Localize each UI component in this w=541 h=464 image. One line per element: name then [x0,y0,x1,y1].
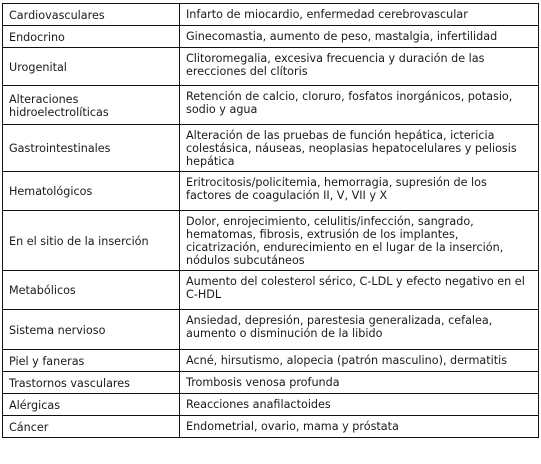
effects-cell: Infarto de miocardio, enfermedad cerebrovascular [180,4,539,26]
system-cell: Piel y faneras [3,350,180,372]
effects-cell: Ansiedad, depresión, parestesia generalizada, cefalea, aumento o disminución de la libido [180,310,539,350]
system-cell: En el sitio de la inserción [3,211,180,271]
effects-cell: Acné, hirsutismo, alopecia (patrón masculino), dermatitis [180,350,539,372]
table-row [3,310,539,350]
table-row [3,125,539,172]
system-cell: Alérgicas [3,394,180,416]
table-row [3,4,539,26]
system-cell: Cáncer [3,416,180,438]
table-row [3,48,539,86]
table-row [3,172,539,211]
effects-cell: Clitoromegalia, excesiva frecuencia y duración de las erecciones del clítoris [180,48,539,86]
system-cell: Endocrino [3,26,180,48]
table-row [3,372,539,394]
effects-cell: Reacciones anafilactoides [180,394,539,416]
effects-cell: Retención de calcio, cloruro, fosfatos inorgánicos, potasio, sodio y agua [180,86,539,125]
effects-cell: Eritrocitosis/policitemia, hemorragia, supresión de los factores de coagulación II, V, VII y X [180,172,539,211]
effects-cell: Endometrial, ovario, mama y próstata [180,416,539,438]
system-cell: Cardiovasculares [3,4,180,26]
effects-cell: Alteración de las pruebas de función hepática, ictericia colestásica, náuseas, neoplasias hepatocelulares y peliosis hepática [180,125,539,172]
system-cell: Sistema nervioso [3,310,180,350]
table-row [3,26,539,48]
table-row [3,416,539,438]
system-cell: Alteraciones hidroelectrolíticas [3,86,180,125]
table-row [3,394,539,416]
effects-cell: Dolor, enrojecimiento, celulitis/infección, sangrado, hematomas, fibrosis, extrusión de los implantes, cicatrización, endurecimiento en el lugar de la inserción, nódulos subcutáneos [180,211,539,271]
adverse-effects-table-container [2,3,539,438]
system-cell: Hematológicos [3,172,180,211]
table-row [3,86,539,125]
system-cell: Trastornos vasculares [3,372,180,394]
system-cell: Urogenital [3,48,180,86]
effects-cell: Ginecomastia, aumento de peso, mastalgia, infertilidad [180,26,539,48]
table-row [3,271,539,310]
effects-cell: Aumento del colesterol sérico, C-LDL y efecto negativo en el C-HDL [180,271,539,310]
table-row [3,211,539,271]
table-row [3,350,539,372]
effects-cell: Trombosis venosa profunda [180,372,539,394]
system-cell: Metabólicos [3,271,180,310]
adverse-effects-table [2,3,539,438]
system-cell: Gastrointestinales [3,125,180,172]
